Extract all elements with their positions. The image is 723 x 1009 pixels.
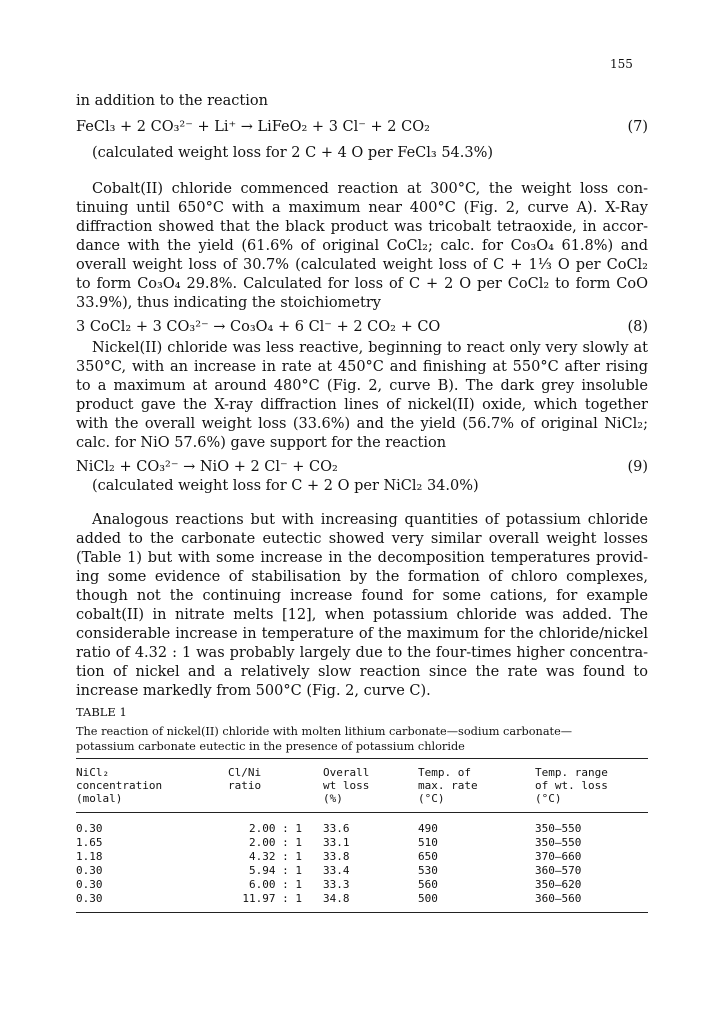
table-header-rule [76,812,648,813]
cell-temp-max: 650 [418,850,438,863]
cell-temp-range: 350—550 [535,836,582,849]
cell-concentration: 1.65 [76,836,103,849]
cell-temp-range: 350—550 [535,822,582,835]
header-clni [228,766,261,792]
equation-7-number: (7) [627,119,648,135]
header-nicl2 [76,766,162,805]
header-line: max. rate [418,779,478,792]
cell-concentration: 0.30 [76,892,103,905]
text-line: to form Co₃O₄ 29.8%. Calculated for loss of C + 2 O per CoCl₂ to form CoO [76,276,648,292]
text-line: though not the continuing increase found for some cations, for example [76,588,648,604]
header-line: Overall [323,766,370,779]
cell-ratio: 11.97 : 1 [242,892,302,905]
cell-concentration: 1.18 [76,850,103,863]
equation-9 [76,458,648,477]
cell-temp-max: 500 [418,892,438,905]
cell-temp-range: 360—570 [535,864,582,877]
header-line: of wt. loss [535,779,608,792]
cell-temp-range: 360—560 [535,892,582,905]
cell-temp-max: 510 [418,836,438,849]
header-overall [323,766,369,805]
header-line: Cl/Ni [228,766,262,779]
text-line: product gave the X-ray diffraction lines of nickel(II) oxide, which together [76,397,648,413]
equation-9-text: NiCl₂ + CO₃²⁻ → NiO + 2 Cl⁻ + CO₂ [76,459,338,475]
cell-wt-loss: 33.1 [323,836,350,849]
text-line: Cobalt(II) chloride commenced reaction at 300°C, the weight loss con- [92,181,648,197]
header-line: (°C) [418,792,445,805]
cell-ratio: 2.00 : 1 [249,822,302,835]
table-caption-line: potassium carbonate eutectic in the presence of potassium chloride [76,740,465,753]
text-line: (Table 1) but with some increase in the decomposition temperatures provid- [76,550,648,566]
equation-7-text: FeCl₃ + 2 CO₃²⁻ + Li⁺ → LiFeO₂ + 3 Cl⁻ + 2 CO₂ [76,119,430,135]
cell-wt-loss: 34.8 [323,892,350,905]
header-line: (molal) [76,792,123,805]
cell-ratio: 5.94 : 1 [249,864,302,877]
cell-concentration: 0.30 [76,864,103,877]
text-line: ing some evidence of stabilisation by the formation of chloro complexes, [76,569,648,585]
table-caption-line: The reaction of nickel(II) chloride with molten lithium carbonate—sodium carbonate— [76,725,573,738]
header-line: NiCl₂ [76,766,110,779]
equation-7 [76,118,648,137]
cell-ratio: 4.32 : 1 [249,850,302,863]
text-line: added to the carbonate eutectic showed very similar overall weight losses [76,531,648,547]
text-line: tinuing until 650°C with a maximum near 400°C (Fig. 2, curve A). X-Ray [76,200,648,216]
text-line: calc. for NiO 57.6%) gave support for the reaction [76,435,447,451]
equation-9-note: (calculated weight loss for C + 2 O per NiCl₂ 34.0%) [92,478,479,494]
text-line: Analogous reactions but with increasing quantities of potassium chloride [92,512,648,528]
cell-temp-max: 490 [418,822,438,835]
text-line: diffraction showed that the black product was tricobalt tetraoxide, in accor- [76,219,648,235]
cell-temp-range: 370—660 [535,850,582,863]
cell-wt-loss: 33.8 [323,850,350,863]
equation-7-note: (calculated weight loss for 2 C + 4 O per FeCl₃ 54.3%) [92,145,494,161]
header-line: concentration [76,779,163,792]
text-line: to a maximum at around 480°C (Fig. 2, curve B). The dark grey insoluble [76,378,648,394]
header-line: wt loss [323,779,370,792]
text-line: ratio of 4.32 : 1 was probably largely due to the four-times higher concentra- [76,645,648,661]
cell-concentration: 0.30 [76,878,103,891]
page-number: 155 [610,57,633,71]
table-bottom-rule [76,912,648,913]
cell-concentration: 0.30 [76,822,103,835]
cell-wt-loss: 33.3 [323,878,350,891]
header-temp-max [418,766,478,805]
table-label: TABLE 1 [76,705,127,719]
table-top-rule [76,758,648,759]
cell-ratio: 6.00 : 1 [249,878,302,891]
cell-temp-range: 350—620 [535,878,582,891]
header-line: (%) [323,792,343,805]
header-line: ratio [228,779,262,792]
header-temp-range [535,766,608,805]
text-line: with the overall weight loss (33.6%) and the yield (56.7% of original NiCl₂; [76,416,648,432]
header-line: Temp. of [418,766,471,779]
cell-temp-max: 530 [418,864,438,877]
text-line: considerable increase in temperature of the maximum for the chloride/nickel [76,626,648,642]
header-line: (°C) [535,792,562,805]
cell-temp-max: 560 [418,878,438,891]
text-line: cobalt(II) in nitrate melts [12], when potassium chloride was added. The [76,607,648,623]
text-line: dance with the yield (61.6% of original CoCl₂; calc. for Co₃O₄ 61.8%) and [76,238,648,254]
equation-9-number: (9) [627,459,648,475]
text-line: Nickel(II) chloride was less reactive, beginning to react only very slowly at [92,340,648,356]
equation-8 [76,318,648,337]
text-line: tion of nickel and a relatively slow reaction since the rate was found to [76,664,648,680]
header-line: Temp. range [535,766,608,779]
intro-text: in addition to the reaction [76,93,268,109]
cell-ratio: 2.00 : 1 [249,836,302,849]
text-line: overall weight loss of 30.7% (calculated weight loss of C + 1⅓ O per CoCl₂ [76,257,648,273]
equation-8-number: (8) [627,319,648,335]
cell-wt-loss: 33.6 [323,822,350,835]
text-line: 33.9%), thus indicating the stoichiometry [76,295,381,311]
cell-wt-loss: 33.4 [323,864,350,877]
text-line: 350°C, with an increase in rate at 450°C and finishing at 550°C after rising [76,359,648,375]
equation-8-text: 3 CoCl₂ + 3 CO₃²⁻ → Co₃O₄ + 6 Cl⁻ + 2 CO₂ + CO [76,319,441,335]
text-line: increase markedly from 500°C (Fig. 2, curve C). [76,683,431,699]
